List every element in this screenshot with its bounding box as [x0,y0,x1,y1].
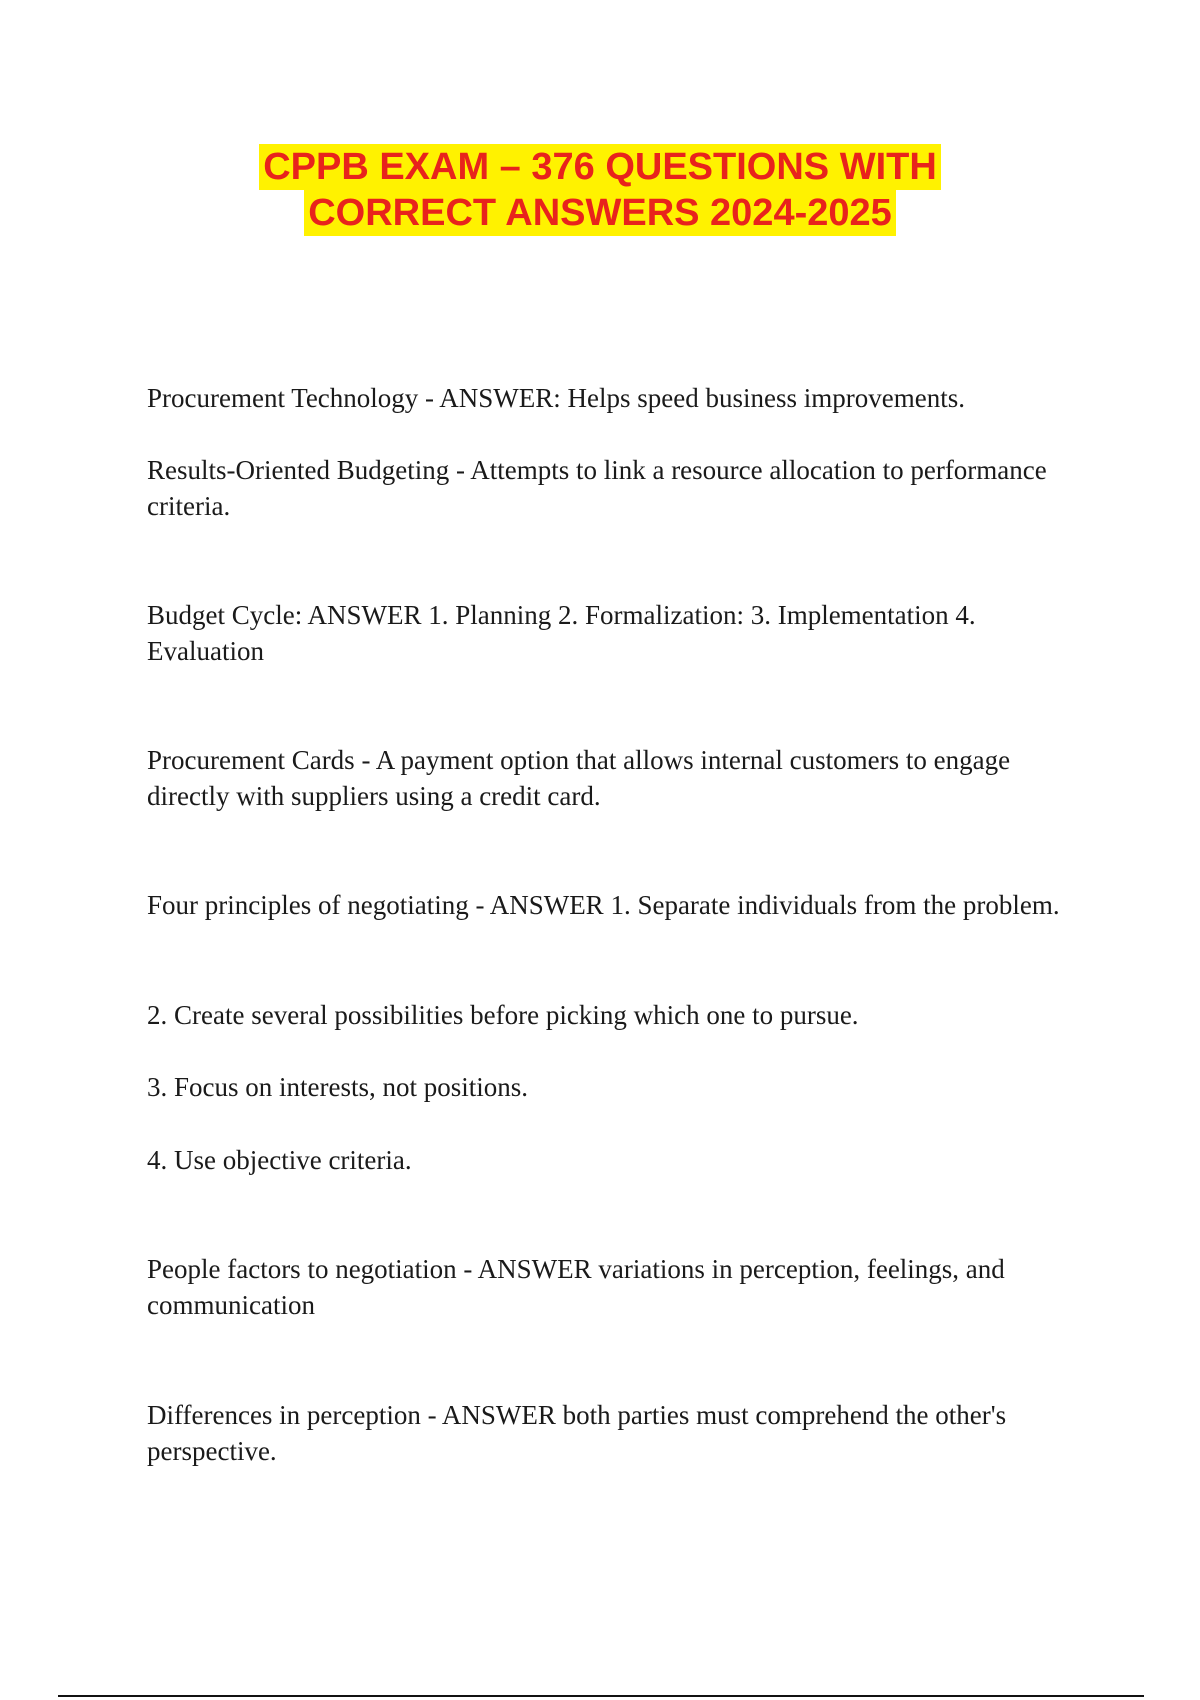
title-line-2: CORRECT ANSWERS 2024-2025 [304,190,896,236]
qa-budget-cycle: Budget Cycle: ANSWER 1. Planning 2. Formalization: 3. Implementation 4. Evaluation [147,600,976,666]
qa-principle-2: 2. Create several possibilities before picking which one to pursue. [147,1000,859,1030]
title-line-1: CPPB EXAM – 376 QUESTIONS WITH [259,144,941,190]
qa-procurement-cards: Procurement Cards - A payment option that allows internal customers to engage directly with suppliers using a credit card. [147,745,1011,811]
qa-principle-3: 3. Focus on interests, not positions. [147,1072,529,1102]
qa-four-principles: Four principles of negotiating - ANSWER 1. Separate individuals from the problem. [147,890,1060,920]
qa-principle-4: 4. Use objective criteria. [147,1145,412,1175]
qa-people-factors: People factors to negotiation - ANSWER variations in perception, feelings, and communication [147,1254,1005,1320]
qa-procurement-technology: Procurement Technology - ANSWER: Helps speed business improvements. [147,383,965,413]
document-title [0,144,1200,236]
footer-rule [58,1695,1144,1697]
qa-differences-in-perception: Differences in perception - ANSWER both parties must comprehend the other's perspective. [147,1400,1007,1466]
qa-results-oriented-budgeting: Results-Oriented Budgeting - Attempts to link a resource allocation to performance criteria. [147,455,1047,521]
